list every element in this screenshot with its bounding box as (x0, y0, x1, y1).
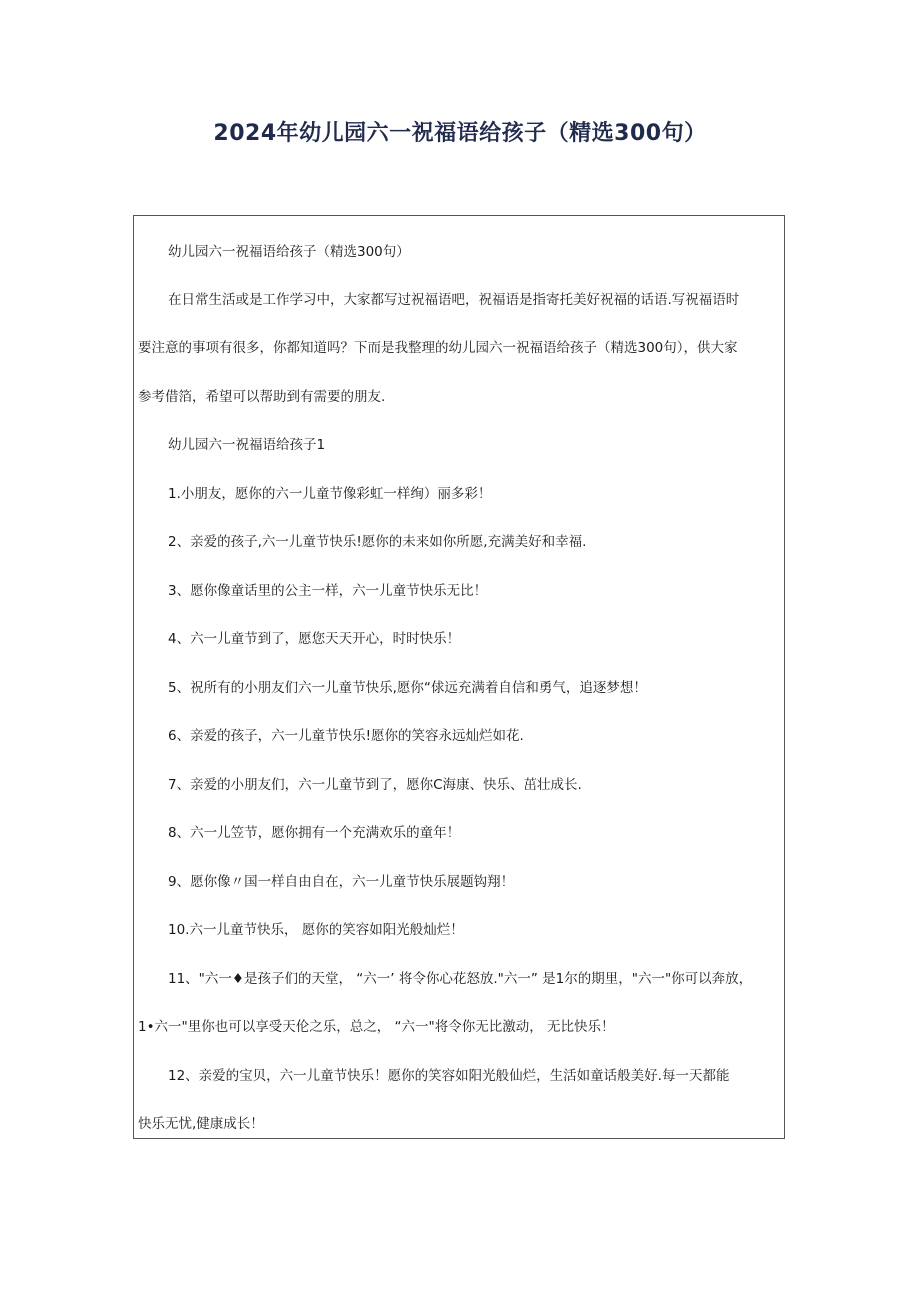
list-item: 9、愿你像〃国一样自由自在，六一儿童节快乐展题钩翔！ (168, 874, 515, 890)
intro-paragraph-line: 参考借箔，希望可以帮助到有需要的朋友. (138, 389, 386, 405)
list-item: 2、亲爱的孩子,六一儿童节快乐!愿你的未来如你所愿,充满美好和幸福. (168, 534, 587, 550)
page-title: 2024年幼儿园六一祝福语给孩子（精选300句） (213, 121, 707, 146)
intro-paragraph-line: 要注意的事项有很多，你都知道吗？下而是我整理的幼儿园六一祝福语给孩子（精选300句），供大家 (138, 340, 738, 356)
list-item: 12、亲爱的宝贝，六一儿童节快乐！愿你的笑容如阳光般仙烂，生活如童话般美好.每一天都能 (168, 1068, 730, 1084)
list-item: 7、亲爱的小朋友们，六一儿童节到了，愿你C海康、快乐、茁壮成长. (168, 777, 582, 793)
list-item-continuation: 快乐无忧,健康成长！ (138, 1116, 264, 1132)
list-item: 8、六一儿笠节，愿你拥有一个充满欢乐的童年！ (168, 825, 461, 841)
intro-paragraph-line: 在日常生活或是工作学习中，大家都写过祝福语吧，祝福语是指寄托美好祝福的话语.写祝福语时 (168, 292, 740, 308)
list-item: 5、祝所有的小朋友们六一儿童节快乐,愿你“俅远充满着自信和勇气，追逐梦想！ (168, 680, 647, 696)
list-item: 3、愿你像童话里的公主一样，六一儿童节快乐无比！ (168, 583, 488, 599)
list-item-continuation: 1•六一"里你也可以享受天伦之乐，总之， “六一"将令你无比激动， 无比快乐！ (138, 1019, 615, 1035)
list-item: 4、六一儿童节到了，愿您天天开心，时时快乐！ (168, 631, 461, 647)
list-item: 1.小朋友，愿你的六一儿童节像彩虹一样绚）丽多彩！ (168, 486, 492, 502)
list-item: 10.六一儿童节快乐， 愿你的笑容如阳光般灿烂！ (168, 922, 464, 938)
list-item: 11、"六一♦是孩子们的天堂， “六一’ 将令你心花怒放."六一” 是1尔的期里，"六一"你可以奔放， (168, 971, 753, 987)
intro-heading: 幼儿园六一祝福语给孩子（精选300句） (168, 244, 410, 260)
content-box (133, 215, 785, 1139)
list-item: 6、亲爱的孩子，六一儿童节快乐!愿你的笑容永远灿烂如花. (168, 728, 524, 744)
section-heading: 幼儿园六一祝福语给孩子1 (168, 437, 326, 453)
